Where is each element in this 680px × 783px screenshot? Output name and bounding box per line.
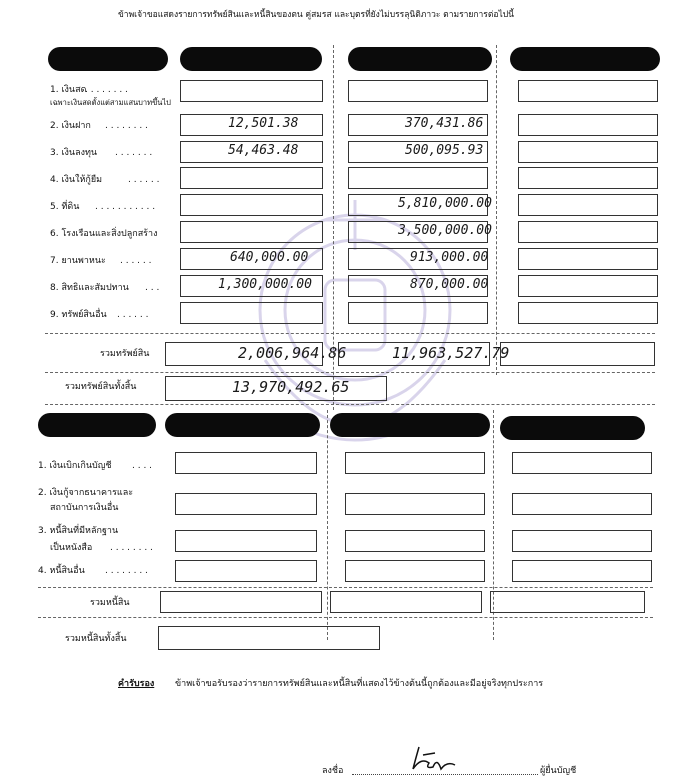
redacted-header-label xyxy=(48,47,168,71)
row-label: 3. เงินลงทุน xyxy=(50,148,98,158)
total-liabilities-col3-field xyxy=(490,591,645,613)
row-label: 2. เงินฝาก xyxy=(50,121,91,131)
row-label: 4. หนี้สินอื่น xyxy=(38,566,85,576)
other-col1-field xyxy=(180,302,323,324)
page-header: ข้าพเจ้าขอแสดงรายการทรัพย์สินและหนี้สินของตน คู่สมรส และบุตรที่ยังไม่บรรลุนิติภาวะ ตามรายการต่อไปนี้ xyxy=(118,10,514,20)
grand-total-liabilities-label: รวมหนี้สินทั้งสิ้น xyxy=(65,634,127,644)
row-label: 3. หนี้สินที่มีหลักฐาน xyxy=(38,526,119,536)
row-label: 5. ที่ดิน xyxy=(50,202,80,212)
row-label: 1. เงินสด xyxy=(50,85,87,95)
total-liabilities-label: รวมหนี้สิน xyxy=(90,598,130,608)
other-liab-col2-field xyxy=(345,560,485,582)
vehicles-col2-value: 913,000.00 xyxy=(410,250,489,265)
bank-loan-col3-field xyxy=(512,493,652,515)
investment-col3-field xyxy=(518,141,658,163)
section-separator xyxy=(38,587,653,588)
deposit-col2-value: 370,431.86 xyxy=(405,116,484,131)
dot-leader: . . . . . . . xyxy=(115,148,153,158)
redacted-header-col2 xyxy=(348,47,492,71)
total-assets-col3-field xyxy=(500,342,655,366)
row-label: 8. สิทธิและสัมปทาน xyxy=(50,283,129,293)
sign-label: ลงชื่อ xyxy=(322,766,344,776)
other-liab-col3-field xyxy=(512,560,652,582)
redacted-liabilities-header-col1 xyxy=(165,413,320,437)
overdraft-col2-field xyxy=(345,452,485,474)
total-assets-col2-value: 11,963,527.79 xyxy=(392,344,510,362)
documented-col1-field xyxy=(175,530,317,552)
rights-col3-field xyxy=(518,275,658,297)
section-separator xyxy=(45,333,655,334)
grand-total-liabilities-field xyxy=(158,626,380,650)
investment-col2-value: 500,095.93 xyxy=(405,143,484,158)
row-label-2: สถาบันการเงินอื่น xyxy=(50,503,119,513)
documented-col3-field xyxy=(512,530,652,552)
loan-col1-field xyxy=(180,167,323,189)
column-separator xyxy=(327,410,328,640)
cash-col2-field xyxy=(348,80,488,102)
dot-leader: . . . . . . . . xyxy=(105,121,148,131)
other-col3-field xyxy=(518,302,658,324)
overdraft-col1-field xyxy=(175,452,317,474)
grand-total-assets-label: รวมทรัพย์สินทั้งสิ้น xyxy=(65,382,137,392)
redacted-liabilities-header-col2 xyxy=(330,413,490,437)
section-separator xyxy=(45,404,655,405)
loan-col2-field xyxy=(348,167,488,189)
certification-title xyxy=(118,678,154,690)
row-label: 9. ทรัพย์สินอื่น xyxy=(50,310,107,320)
total-liabilities-col1-field xyxy=(160,591,322,613)
land-col2-value: 5,810,000.00 xyxy=(398,196,492,211)
cash-col1-field xyxy=(180,80,323,102)
deposit-col1-value: 12,501.38 xyxy=(228,116,299,131)
total-assets-col1-value: 2,006,964.86 xyxy=(238,344,347,362)
dot-leader: . . . . . . . . xyxy=(110,543,153,553)
row-label: 1. เงินเบิกเกินบัญชี xyxy=(38,461,112,471)
rights-col1-value: 1,300,000.00 xyxy=(218,277,312,292)
dot-leader: . . . . . . . . . . . xyxy=(95,202,156,212)
other-liab-col1-field xyxy=(175,560,317,582)
dot-leader: . . . . . . . . xyxy=(85,85,128,95)
grand-total-assets-value: 13,970,492.65 xyxy=(232,378,350,396)
loan-col3-field xyxy=(518,167,658,189)
dot-leader: . . . xyxy=(145,283,160,293)
overdraft-col3-field xyxy=(512,452,652,474)
section-separator xyxy=(38,617,653,618)
total-assets-label: รวมทรัพย์สิน xyxy=(100,349,150,359)
redacted-header-col3 xyxy=(510,47,660,71)
signer-role: ผู้ยื่นบัญชี xyxy=(540,766,577,776)
dot-leader: . . . . . . xyxy=(128,175,160,185)
column-separator xyxy=(496,45,497,375)
cash-col3-field xyxy=(518,80,658,102)
buildings-col1-field xyxy=(180,221,323,243)
rights-col2-value: 870,000.00 xyxy=(410,277,489,292)
row-label: 6. โรงเรือนและสิ่งปลูกสร้าง xyxy=(50,229,158,239)
bank-loan-col1-field xyxy=(175,493,317,515)
row-note: เฉพาะเงินสดตั้งแต่สามแสนบาทขึ้นไป xyxy=(50,98,171,107)
row-label: 2. เงินกู้จากธนาคารและ xyxy=(38,488,134,498)
other-col2-field xyxy=(348,302,488,324)
investment-col1-value: 54,463.48 xyxy=(228,143,299,158)
dot-leader: . . . . . . . . xyxy=(105,566,148,576)
certification-title-text: คำรับรอง xyxy=(118,679,155,689)
redacted-liabilities-header-label xyxy=(38,413,156,437)
redacted-header-col1 xyxy=(180,47,322,71)
row-label: 4. เงินให้กู้ยืม xyxy=(50,175,103,185)
documented-col2-field xyxy=(345,530,485,552)
section-separator xyxy=(45,372,655,373)
dot-leader: . . . . . . xyxy=(120,256,152,266)
dot-leader: . . . . . . xyxy=(117,310,149,320)
vehicles-col3-field xyxy=(518,248,658,270)
deposit-col3-field xyxy=(518,114,658,136)
buildings-col3-field xyxy=(518,221,658,243)
row-label-2: เป็นหนังสือ xyxy=(50,543,93,553)
buildings-col2-value: 3,500,000.00 xyxy=(398,223,492,238)
vehicles-col1-value: 640,000.00 xyxy=(230,250,309,265)
redacted-liabilities-header-col3 xyxy=(500,416,645,440)
certification-text: ข้าพเจ้าขอรับรองว่ารายการทรัพย์สินและหนี้สินที่แสดงไว้ข้างต้นนี้ถูกต้องและมีอยู่จริงทุกประการ xyxy=(175,679,544,689)
dot-leader: . . . . xyxy=(132,461,153,471)
land-col3-field xyxy=(518,194,658,216)
handwritten-signature xyxy=(405,743,465,775)
bank-loan-col2-field xyxy=(345,493,485,515)
total-liabilities-col2-field xyxy=(330,591,482,613)
land-col1-field xyxy=(180,194,323,216)
row-label: 7. ยานพาหนะ xyxy=(50,256,106,266)
